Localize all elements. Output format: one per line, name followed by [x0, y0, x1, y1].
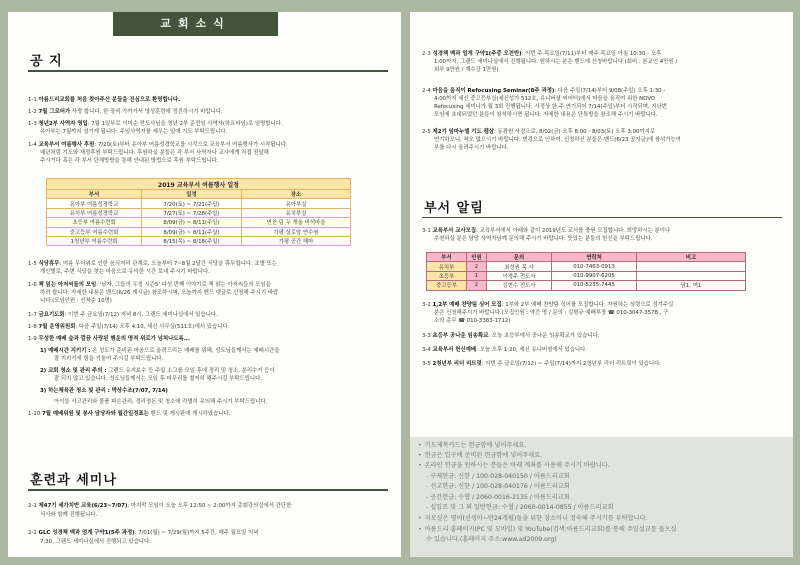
info-text: 기도제목카드는 헌금함에 넣어주세요.	[424, 442, 527, 449]
info-text: 온라인 헌금을 원하시는 분들은 아래 계좌를 사용해 주시기 바랍니다.	[424, 462, 610, 469]
sub-item-2: 2) 교회 청소 및 관리 주의 : 그랜드 유지보수 등 주일 소그룹 모임 후에 정리 및 청소, 분리수거 등이	[40, 368, 275, 374]
staff-col-header: 부서	[427, 253, 467, 262]
notice-1-1: 1-1 아름드리교회를 처음 찾아주신 분들을 진심으로 환영합니다.	[28, 97, 181, 103]
training-2-3: 2-3 성경책 맥과 엄게 구약1(주중 오전반): 이번 주 목요일(7/11)부터 매주 목요일 아침 10:30 - 오후	[422, 51, 662, 57]
info-line	[418, 441, 526, 450]
page-title: 교회소식	[113, 12, 278, 36]
info-line	[418, 514, 648, 523]
table-row: 유아부 여름성경학교 7/20(토) ~ 7/21(주일) 유아부실	[47, 199, 351, 208]
info-line	[426, 535, 557, 544]
staff-col-header: 비고	[637, 253, 746, 262]
notice-1-4-cont2: 주시거나 혹은 각 부서 단체방방을 통해 안내된 방법으로 후원 부탁드립니다.	[40, 158, 219, 164]
event-schedule-table	[46, 178, 351, 246]
table-row: 중고등부 여름수련회 8/09(금) ~ 8/11(주일) 가평 실로암 연수원	[47, 227, 351, 236]
event-col-header: 장소	[242, 190, 351, 199]
table-row: 초등부 1 이경주 전도사 010-9907-6205	[427, 271, 746, 280]
sub-item-1: 1) 예배시간 지키기 : 온 성도가 준비된 마음으로 올려드리는 예배를 위해, 성도님들께서는 예배시간을	[40, 348, 280, 354]
info-line	[418, 451, 542, 460]
dept-3-2-cont2: 소라 총무 ☎ 010-3383-1712)	[434, 318, 511, 324]
notice-1-6: 1-6 책 읽는 아저씨들의 모임: '남자, 그들의 우정 시즌5' 다섯 번째 이야기로 책 읽는 아저씨들의 모임을	[28, 282, 271, 288]
info-line	[426, 482, 570, 491]
table-row: 1청년부 여름수련회 8/15(목) ~ 8/18(주일) 가평 공간 해마	[47, 236, 351, 245]
dept-3-1-cont: 추천하실 분은 담당 사역자님께 문의해 주시기 바랍니다. 뜻있는 분들의 헌신을 부탁드립니다.	[434, 236, 653, 242]
training-2-3-cont: 1:00까지, 그랜드 세미나실에서 진행됩니다. 원하시는 분은 밴드에 신청바랍니다.(회비 : 본교인 4만원 /	[434, 59, 678, 65]
bullet-icon: •	[418, 515, 422, 522]
heading-rule	[28, 489, 388, 491]
notice-1-5-cont: 개인별로, 주변 식당을 찾는 마음으로 유익한 시간 보내 주시기 바랍니다.	[40, 269, 210, 275]
section-heading-gongji: 공 지	[30, 54, 63, 69]
event-col-header: 일정	[142, 190, 242, 199]
notice-1-4: 1-4 교육부서 여름행사 후원: 7/20(토)부터 유아부 여름성경학교를 시작으로 교육부서 여름행사가 시작됩니다.	[28, 142, 288, 148]
notice-1-8: 1-8 7월 운영위원회: 다음 주일(7/14) 오후 4:10, 세신 사무실(511호)에서 있습니다.	[28, 324, 230, 330]
bullet-icon: •	[418, 442, 422, 449]
notice-1-10: 1-10 7월 예배위원 및 봉사 담당자와 월간일정표는 밴드 및 게시판에 게시하였습니다.	[28, 411, 231, 417]
training-2-2-cont: 7:30, 그랜드 세미나실에서 진행되고 있습니다.	[40, 539, 151, 545]
notice-1-4-cont: 예년처럼 기도와 재정후원 부탁드립니다. 후원하실 분들은 각 부서 사역자나 교사에게 직접 전달해	[40, 150, 269, 156]
info-line	[426, 472, 570, 481]
training-2-1: 2-1 제47기 세가치반 교육(6/23~7/07): 마지막 모임이 오늘 오후 12:50 ~ 2:00까지 총회강의실에서 간단한	[28, 503, 292, 509]
training-2-4-cont3: 모임에 초대되었던 분들이 참석하시면 됩니다. 자세한 내용은 단톡방을 참조해 주시기 바랍니다.	[434, 112, 658, 118]
staff-col-header: 연락처	[552, 253, 637, 262]
table-row: 유치부 2 최성원 목 사 010-7463-0913	[427, 262, 746, 271]
info-text: - 구제헌금: 신한 / 100-028-040150 / 아름드리교회	[426, 473, 570, 480]
info-text: 수 있습니다.(홈페이지 주소:www.ad2009.org)	[426, 536, 557, 543]
dept-3-2: 3-2 1,2부 예배 찬양팀 싱어 모집: 1부와 2부 예배 찬양팀 싱어를 모집합니다. 자원하는 심령으로 섬겨주실	[422, 302, 674, 308]
dept-3-5: 3-5 2청년부 리더 리트릿: 이번 주 금요일(7/12) ~ 주일(7/14)까지 2청년부 리더 리트릿이 있습니다.	[422, 361, 661, 367]
info-line	[418, 525, 677, 534]
training-2-1-cont: 식사와 함께 진행됩니다.	[40, 512, 98, 518]
notice-1-9: 1-9 무성한 예배 숲과 깔끔 사랑된 행운의 영적 위로가 넘쳐나도록...	[28, 336, 190, 342]
dept-3-1: 3-1 교육부서 교사모집: 교육부서에서 아래와 같이 2019년도 교사를 충원 모집합니다. 희망하시는 분이나	[422, 228, 671, 234]
training-2-3-cont2: 외부 9만원 / 재수강 1만원)	[434, 67, 499, 73]
table-row: 유치부 여름성경학교 7/27(토) ~ 7/28(주일) 유치부실	[47, 208, 351, 217]
heading-rule	[28, 70, 388, 72]
table-row: 중고등부 2 김현수 전도사 010-5235-7445 남1, 여1	[427, 281, 746, 290]
training-2-4-cont: 4:00까지 세신 중고등부실(세신성가 512호, 유니버셜 씨어터)에서 마음을 움직여 위한 NOVO	[434, 96, 656, 102]
notice-1-5: 1-5 식당휴무: 여름 무더위로 인한 음식저리 관계로, 오늘부터 7~8월 2달간 식당을 휴무합니다. 조별 또는	[28, 261, 278, 267]
event-col-header: 부서	[47, 190, 142, 199]
info-line	[426, 493, 570, 502]
notice-1-3-cont: 유아부는 7월까지 섬기게 됩니다. 주임사역자를 세우는 일에 기도 부탁드립니다.	[40, 129, 228, 135]
staff-col-header: 인원	[467, 253, 487, 262]
sub-item-3-cont: 아이들 사고관리와 물품 파손관리, 정리정돈 및 청소에 각별히 유의해 주시기 부탁드립니다.	[54, 399, 268, 405]
info-line	[418, 461, 610, 470]
teacher-recruit-table	[426, 252, 746, 291]
info-text: - 공간헌금: 수협 / 2060-0016-2135 / 아름드리교회	[426, 494, 570, 501]
training-2-2: 2-2 GLC 성경책 맥과 엄게 구약1(5주 과정): 7/01(월) ~ 7/29(월)까지 5주간, 매주 월요일 저녁	[28, 530, 259, 536]
event-table-caption: 2019 교육부서 여름행사 일정	[47, 179, 351, 190]
dept-3-4: 3-4 교육부서 헌신예배: 오늘 오후 1:20, 세신 유니버셜에서 있습니다.	[422, 347, 588, 353]
section-heading-bulsu: 부서 알림	[424, 201, 484, 216]
dept-3-3: 3-3 초등부 공나운 임송확교: 오늘 초등부에서 공나운 임송확교가 있습니다.	[422, 333, 600, 339]
bullet-icon: •	[418, 462, 422, 469]
offering-info-box	[410, 437, 793, 557]
staff-col-header: 문의	[487, 253, 552, 262]
training-2-5: 2-5 제2기 임마누엘 기도 캠삼: 동광원 사정으로, 8/02(금) 오후 8:00 - 8/03(토) 오후 3:00까지로	[422, 129, 656, 135]
training-2-5-cont: 연기하오니, 착오 없으시기 바랍니다. 변경으로 인하여, 신청하신 분들은 밴드(6/23 공지글)에 참석가능여	[434, 137, 681, 143]
notice-1-6-cont2: 니다.(모임인원 : 선착순 10명)	[40, 298, 112, 304]
bullet-icon: •	[418, 452, 422, 459]
notice-1-6-cont: 하려 합니다. 자세한 내용은 밴드(6/26 게시글) 참조하시며, 오늘까지 밴드 댓글로 신청해 주시기 바랍	[40, 290, 279, 296]
bullet-icon: •	[418, 526, 422, 533]
left-page	[8, 12, 401, 557]
info-text: - 십일조 및 그 외 일반헌금: 수협 / 2060-0014-0855 / 아름드리교회	[426, 504, 614, 511]
info-text: 헌금은 입구에 준비된 헌금함에 넣어주세요.	[424, 452, 543, 459]
heading-rule	[422, 217, 782, 218]
notice-1-7: 1-7 금요기도회: 이번 주 금요일(7/12) 저녁 8시, 그랜드 세미나실에서 있습니다.	[28, 312, 218, 318]
section-heading-training: 훈련과 세미나	[30, 473, 117, 488]
training-2-4-cont2: Refocusing 세미나가 월 3회 진행됩니다. 사정상 한 주 연기되어 7/14(주일)부터 시작되며, 지난번	[434, 104, 667, 110]
notice-1-2: 1-2 7월 그로터가 사랑 합니다. 한 장씩 가까가서 영성훈련에 정진하시기 바랍니다.	[28, 109, 223, 115]
sub-item-1-cont: 잘 지키기에 힘을 기울여 주시길 부탁드립니다.	[54, 356, 164, 362]
right-page	[410, 12, 793, 557]
training-2-4: 2-4 마음을 움직이 Refocusing Seminar(8주 과정): 다음 주일(7/14)부터 9/08(주일) 오후 1:30 -	[422, 88, 666, 94]
table-row: 초등부 여름수련회 8/09(금) ~ 8/11(주일) 연천 덤 두 개울 비석마을	[47, 218, 351, 227]
notice-1-3: 1-3 청년2부 사역자 영입: 7월 1일부로 이미순 전도사님을 청년 2부 준전임 사역자(하프타임)로 임명합니다.	[28, 121, 283, 127]
info-text: - 선교헌금: 신한 / 100-028-040176 / 아름드리교회	[426, 483, 570, 490]
sub-item-2-cont: 잘 되지 않고 있습니다. 성도님들께서는 모임 후 마무리를 철저히 해주시길 부탁드립니다.	[54, 376, 263, 382]
info-text: 자모실은 영어(신생아~만24개월)들을 위한 장소이니 정숙해 주시기를 부탁합니다.	[424, 515, 648, 522]
sub-item-3: 3) 하는체육관 청소 및 관리 : 박상수조(7/07, 7/14)	[40, 388, 168, 394]
info-line	[426, 503, 613, 512]
training-2-5-cont2: 부를 다시 올려주시기 바랍니다.	[434, 145, 509, 151]
dept-3-2-cont: 분은 신청해주시기 바랍니다.(모집인원 : 약간 명 / 문의 : 김형규 예배부장 ☎ 010-3047-3578 , 구	[434, 310, 669, 316]
info-text: 아름드리 홈페이지(PC 및 모바일) 및 YouTube(검색:아름드리교회)를 통해 주일설교를 들으실	[424, 526, 677, 533]
